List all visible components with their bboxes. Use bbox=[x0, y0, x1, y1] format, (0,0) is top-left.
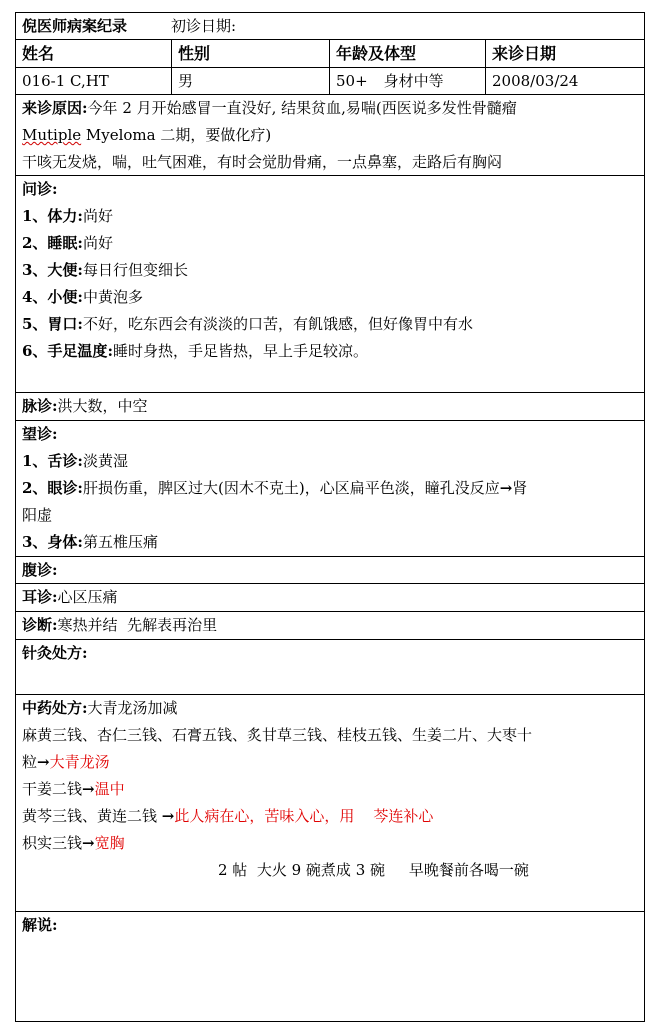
arrow-icon: → bbox=[161, 807, 175, 825]
herbal-line-2 bbox=[22, 749, 638, 776]
abdomen-section bbox=[16, 557, 644, 584]
reason-line-1 bbox=[22, 95, 638, 122]
inquiry-item-label: 1、体力: bbox=[22, 207, 83, 225]
dosage-instructions: 2 帖 大火 9 碗煮成 3 碗 早晚餐前各喝一碗 bbox=[218, 861, 529, 879]
diagnosis-section bbox=[16, 612, 644, 640]
herbal-line-5 bbox=[22, 830, 638, 857]
explanation-label: 解说: bbox=[22, 916, 58, 934]
acupuncture-label: 针灸处方: bbox=[22, 644, 88, 662]
inquiry-item-value: 每日行但变细长 bbox=[82, 261, 188, 279]
herbal-label: 中药处方: bbox=[22, 699, 88, 717]
pulse-label: 脉诊: bbox=[22, 397, 58, 415]
case-record-form bbox=[15, 12, 645, 1022]
body-label: 3、身体: bbox=[22, 533, 83, 551]
explanation-section bbox=[16, 912, 644, 1022]
inquiry-item bbox=[22, 203, 638, 230]
visit-date-header: 来诊日期 bbox=[492, 44, 557, 63]
ear-section bbox=[16, 584, 644, 612]
inquiry-item-label: 5、胃口: bbox=[22, 315, 83, 333]
tongue-label: 1、舌诊: bbox=[22, 452, 83, 470]
inquiry-item bbox=[22, 230, 638, 257]
herbal-text: 粒 bbox=[22, 753, 38, 771]
inquiry-item-value: 中黄泡多 bbox=[82, 288, 143, 306]
herbal-formula: 大青龙汤加减 bbox=[87, 699, 178, 717]
inspection-section bbox=[16, 421, 644, 557]
herbal-header bbox=[22, 695, 638, 722]
herbal-text: 黄芩三钱、黄连二钱 bbox=[22, 807, 162, 825]
arrow-icon: → bbox=[82, 780, 95, 798]
reason-label: 来诊原因: bbox=[22, 99, 88, 117]
pulse-section bbox=[16, 393, 644, 421]
tongue-value: 淡黄湿 bbox=[82, 452, 128, 470]
tongue-line bbox=[22, 448, 638, 475]
inquiry-item-label: 3、大便: bbox=[22, 261, 83, 279]
reason-text-1: 今年 2 月开始感冒一直没好, 结果贫血,易喘(西医说多发性骨髓瘤 bbox=[87, 99, 517, 117]
reason-line-3: 干咳无发烧，喘，吐气困难，有时会觉肋骨痛，一点鼻塞，走路后有胸闷 bbox=[22, 153, 503, 171]
body-value: 第五椎压痛 bbox=[82, 533, 158, 551]
inquiry-item bbox=[22, 284, 638, 311]
patient-build: 身材中等 bbox=[383, 72, 444, 90]
column-headers bbox=[16, 40, 644, 68]
name-header: 姓名 bbox=[16, 40, 172, 67]
arrow-icon: → bbox=[82, 834, 95, 852]
herbal-line-1: 麻黄三钱、杏仁三钱、石膏五钱、炙甘草三钱、桂枝五钱、生姜二片、大枣十 bbox=[22, 726, 533, 744]
inquiry-item bbox=[22, 257, 638, 284]
form-title: 倪医师病案纪录 bbox=[22, 17, 128, 35]
arrow-icon: → bbox=[499, 479, 513, 497]
age-build-header: 年龄及体型 bbox=[330, 40, 486, 67]
diagnosis-label: 诊断: bbox=[22, 616, 58, 634]
diagnosis-value: 寒热并结 先解表再治里 bbox=[57, 616, 218, 634]
inquiry-item-label: 4、小便: bbox=[22, 288, 83, 306]
acupuncture-section bbox=[16, 640, 644, 695]
ear-value: 心区压痛 bbox=[57, 588, 118, 606]
herbal-section bbox=[16, 695, 644, 912]
inquiry-item bbox=[22, 311, 638, 338]
inquiry-item-value: 尚好 bbox=[82, 207, 113, 225]
body-line bbox=[22, 529, 638, 556]
inquiry-section bbox=[16, 176, 644, 393]
patient-sex: 男 bbox=[172, 68, 330, 94]
eye-line bbox=[22, 475, 638, 502]
eye-label: 2、眼诊: bbox=[22, 479, 83, 497]
title-row bbox=[16, 13, 644, 40]
inspection-label: 望诊: bbox=[22, 425, 58, 443]
patient-age: 50+ bbox=[336, 72, 368, 90]
inquiry-item bbox=[22, 338, 638, 365]
reason-text-2b: Myeloma 二期，要做化疗) bbox=[81, 126, 272, 144]
reason-line-2 bbox=[22, 122, 638, 149]
arrow-icon: → bbox=[37, 753, 50, 771]
herbal-line-3 bbox=[22, 776, 638, 803]
sex-header: 性别 bbox=[172, 40, 330, 67]
patient-age-build bbox=[330, 68, 486, 94]
herbal-note: 温中 bbox=[94, 780, 125, 798]
eye-line-2: 阳虚 bbox=[22, 506, 53, 524]
inquiry-label: 问诊: bbox=[22, 180, 58, 198]
inquiry-item-label: 2、睡眠: bbox=[22, 234, 83, 252]
herbal-note: 大青龙汤 bbox=[49, 753, 110, 771]
patient-info-row bbox=[16, 68, 644, 95]
patient-visit-date: 2008/03/24 bbox=[492, 72, 579, 90]
inquiry-item-value: 不好，吃东西会有淡淡的口苦，有飢饿感，但好像胃中有水 bbox=[82, 315, 473, 333]
patient-name: 016-1 C,HT bbox=[16, 68, 172, 94]
eye-value-kidney: 肾 bbox=[512, 479, 528, 497]
reason-section bbox=[16, 95, 644, 176]
inquiry-item-value: 尚好 bbox=[82, 234, 113, 252]
ear-label: 耳诊: bbox=[22, 588, 58, 606]
inquiry-item-label: 6、手足温度: bbox=[22, 342, 113, 360]
herbal-note: 此人病在心，苦味入心，用 芩连补心 bbox=[174, 807, 434, 825]
reason-text-2a: Mutiple bbox=[22, 126, 82, 144]
herbal-note: 宽胸 bbox=[94, 834, 125, 852]
first-visit-date-label: 初诊日期: bbox=[171, 17, 237, 35]
abdomen-label: 腹诊: bbox=[22, 561, 58, 579]
herbal-text: 干姜二钱 bbox=[22, 780, 83, 798]
herbal-text: 枳实三钱 bbox=[22, 834, 83, 852]
inquiry-item-value: 睡时身热，手足皆热，早上手足较凉。 bbox=[112, 342, 368, 360]
eye-value: 肝损伤重，脾区过大(因木不克土)，心区扁平色淡，瞳孔没反应 bbox=[82, 479, 500, 497]
herbal-line-4 bbox=[22, 803, 638, 830]
pulse-value: 洪大数，中空 bbox=[57, 397, 148, 415]
